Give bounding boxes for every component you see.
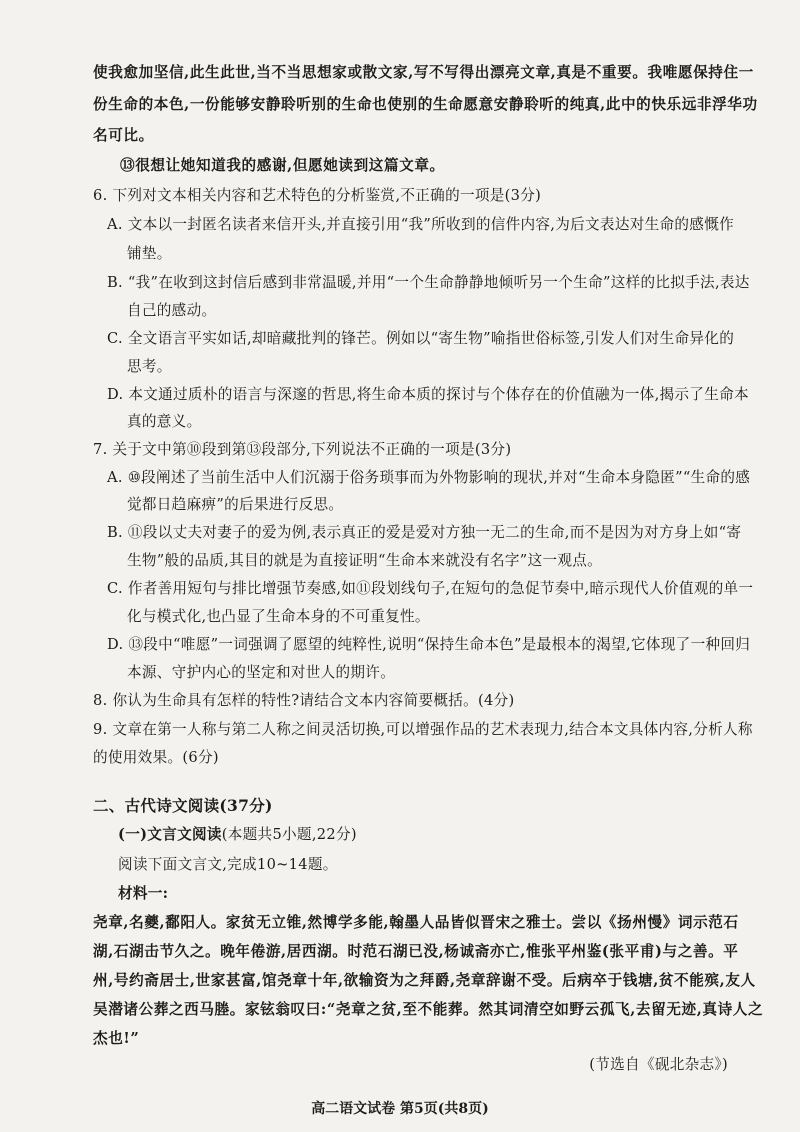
q6-option-d-line1: D. 本文通过质朴的语言与深邃的哲思,将生命本质的探讨与个体存在的价值融为一体,揭示了生命本 [107, 386, 749, 403]
material-line-3: 州,号约斋居士,世家甚富,馆尧章十年,欲输资为之拜爵,尧章辞谢不受。后病卒于钱塘,贫不能殡,友人 [93, 972, 756, 989]
q7-option-d-line2: 本源、守护内心的坚定和对世人的期许。 [127, 664, 396, 681]
material-line-5: 杰也!” [93, 1030, 140, 1047]
subsection-note: (本题共5小题,22分) [221, 826, 357, 843]
q7-option-a-line2: 觉都日趋麻痹”的后果进行反思。 [127, 496, 344, 513]
q7-option-b-line2: 生物”般的品质,其目的就是为直接证明“生命本来就没有名字”这一观点。 [127, 552, 603, 569]
section-2-title: 二、古代诗文阅读(37分) [93, 796, 273, 815]
material-line-2: 湖,石湖击节久之。晚年倦游,居西湖。时范石湖已没,杨诚斋亦亡,惟张平州鉴(张平甫)与之善。平 [93, 943, 739, 960]
q6-option-c-line1: C. 全文语言平实如话,却暗藏批判的锋芒。例如以“寄生物”喻指世俗标签,引发人们对生命异化的 [107, 330, 735, 347]
q6-option-a-line2: 铺垫。 [127, 245, 172, 262]
passage-para-13: ⑬很想让她知道我的感谢,但愿她读到这篇文章。 [120, 157, 445, 174]
subsection-heading [118, 826, 357, 844]
question-9-line1: 9. 文章在第一人称与第二人称之间灵活切换,可以增强作品的艺术表现力,结合本文具体内容,分析人称 [93, 721, 753, 738]
material-line-1: 尧章,名夔,鄱阳人。家贫无立锥,然博学多能,翰墨人品皆似晋宋之雅士。尝以《扬州慢》词示范石 [93, 914, 739, 931]
passage-line-3: 名可比。 [93, 127, 154, 144]
passage-line-2: 份生命的本色,一份能够安静聆听别的生命也使别的生命愿意安静聆听的纯真,此中的快乐远非浮华功 [93, 96, 758, 113]
q7-option-b-line1: B. ⑪段以丈夫对妻子的爱为例,表示真正的爱是爱对方独一无二的生命,而不是因为对方身上如“寄 [107, 524, 742, 541]
q7-option-a-line1: A. ⑩段阐述了当前生活中人们沉溺于俗务琐事而为外物影响的现状,并对“生命本身隐匿”“生命的感 [107, 469, 751, 486]
page-footer: 高二语文试卷 第5页(共8页) [311, 1101, 489, 1117]
passage-line-1: 使我愈加坚信,此生此世,当不当思想家或散文家,写不写得出漂亮文章,真是不重要。我唯愿保持住一 [93, 64, 754, 81]
subsection-label: (一)文言文阅读 [118, 826, 222, 843]
q7-option-d-line1: D. ⑬段中“唯愿”一词强调了愿望的纯粹性,说明“保持生命本色”是最根本的渴望,它体现了一种回归 [107, 636, 751, 653]
question-6-stem: 6. 下列对文本相关内容和艺术特色的分析鉴赏,不正确的一项是(3分) [93, 187, 542, 204]
material-source: (节选自《砚北杂志》) [589, 1056, 728, 1073]
question-9-line2: 的使用效果。(6分) [93, 749, 219, 766]
q6-option-c-line2: 思考。 [127, 358, 172, 375]
q6-option-b-line2: 自己的感动。 [127, 302, 217, 319]
q6-option-d-line2: 真的意义。 [127, 413, 202, 430]
q6-option-b-line1: B. “我”在收到这封信后感到非常温暖,并用“一个生命静静地倾听另一个生命”这样的比拟手法,表达 [107, 274, 750, 291]
material-line-4: 吴潜诸公葬之西马塍。家铉翁叹曰:“尧章之贫,至不能葬。然其词清空如野云孤飞,去留无迹,真诗人之 [93, 1001, 764, 1018]
q6-option-a-line1: A. 文本以一封匿名读者来信开头,并直接引用“我”所收到的信件内容,为后文表达对生命的感慨作 [107, 216, 734, 233]
reading-instruction: 阅读下面文言文,完成10~14题。 [118, 856, 338, 873]
q7-option-c-line2: 化与模式化,也凸显了生命本身的不可重复性。 [127, 608, 430, 625]
question-7-stem: 7. 关于文中第⑩段到第⑬段部分,下列说法不正确的一项是(3分) [93, 441, 512, 458]
question-8: 8. 你认为生命具有怎样的特性?请结合文本内容简要概括。(4分) [93, 692, 515, 709]
material-label: 材料一: [118, 885, 169, 902]
q7-option-c-line1: C. 作者善用短句与排比增强节奏感,如⑪段划线句子,在短句的急促节奏中,暗示现代人价值观的单一 [107, 580, 754, 597]
